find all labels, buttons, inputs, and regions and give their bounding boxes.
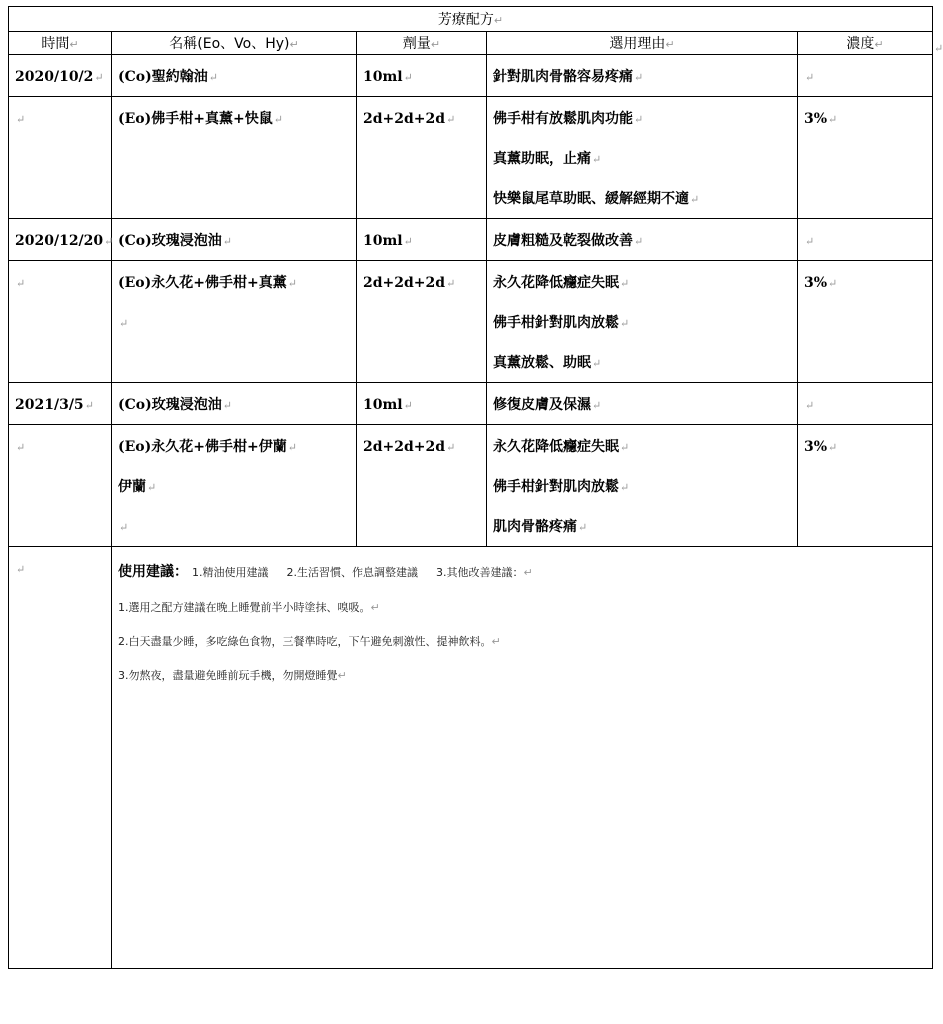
- notes-cell: [112, 547, 933, 969]
- table-row: [9, 383, 933, 425]
- concentration-cell: [798, 97, 933, 219]
- dose-cell-line: 10ml↵: [363, 233, 413, 249]
- reason-cell-line: 皮膚粗糙及乾裂做改善↵: [493, 233, 644, 249]
- concentration-cell-line: 3%↵: [804, 275, 838, 291]
- table-row: [9, 261, 933, 383]
- header-reason: 選用理由↵: [487, 32, 798, 55]
- header-time-label: 時間: [41, 36, 70, 52]
- notes-category-1: 1.精油使用建議: [192, 566, 269, 579]
- reason-cell-line: 佛手柑有放鬆肌肉功能↵: [493, 111, 644, 127]
- dose-cell: [357, 219, 487, 261]
- notes-item-3: 3.勿熬夜，盡量避免睡前玩手機，勿開燈睡覺↵: [118, 669, 347, 682]
- time-cell: [9, 55, 112, 97]
- reason-cell-line: 真薰放鬆、助眠↵: [493, 355, 602, 371]
- table-row: [9, 425, 933, 547]
- name-cell-line: (Co)玫瑰浸泡油↵: [118, 397, 232, 413]
- concentration-cell: [798, 219, 933, 261]
- time-cell-line: ↵: [16, 277, 26, 290]
- notes-category-3: 3.其他改善建議：: [436, 566, 524, 579]
- table-row: [9, 219, 933, 261]
- name-cell-line: (Eo)永久花+佛手柑+真薰↵: [118, 275, 297, 291]
- reason-cell: [487, 425, 798, 547]
- row-end-mark-icon: ↵: [934, 42, 943, 55]
- name-cell-line: ↵: [119, 521, 129, 534]
- name-cell: [112, 261, 357, 383]
- time-cell: [9, 97, 112, 219]
- time-cell-line: ↵: [16, 113, 26, 126]
- time-cell: [9, 425, 112, 547]
- reason-cell-line: 快樂鼠尾草助眠、緩解經期不適↵: [493, 191, 700, 207]
- concentration-cell-line: ↵: [805, 235, 815, 248]
- reason-cell-line: 修復皮膚及保濕↵: [493, 397, 602, 413]
- notes-item-1: 1.選用之配方建議在晚上睡覺前半小時塗抹、嗅吸。↵: [118, 601, 380, 614]
- concentration-cell-line: 3%↵: [804, 111, 838, 127]
- header-dose-label: 劑量: [402, 36, 431, 52]
- table-title: 芳療配方: [437, 12, 494, 28]
- name-cell-line: ↵: [119, 317, 129, 330]
- reason-cell-line: 肌肉骨骼疼痛↵: [493, 519, 588, 535]
- header-name-label: 名稱(Eo、Vo、Hy): [169, 36, 290, 52]
- dose-cell-line: 2d+2d+2d↵: [363, 111, 456, 127]
- dose-cell: [357, 261, 487, 383]
- concentration-cell: [798, 383, 933, 425]
- reason-cell: [487, 383, 798, 425]
- time-cell-line: 2020/10/2↵: [15, 69, 104, 85]
- reason-cell-line: 永久花降低癮症失眠↵: [493, 439, 630, 455]
- reason-cell: [487, 55, 798, 97]
- reason-cell: [487, 219, 798, 261]
- reason-cell-line: 永久花降低癮症失眠↵: [493, 275, 630, 291]
- notes-heading: 使用建議：: [118, 564, 188, 580]
- concentration-cell: [798, 261, 933, 383]
- time-cell: [9, 219, 112, 261]
- header-name: 名稱(Eo、Vo、Hy)↵: [112, 32, 357, 55]
- reason-cell: [487, 97, 798, 219]
- time-cell: [9, 383, 112, 425]
- dose-cell: [357, 97, 487, 219]
- dose-cell-line: 2d+2d+2d↵: [363, 275, 456, 291]
- time-cell-line: ↵: [16, 441, 26, 454]
- name-cell-line: (Eo)永久花+佛手柑+伊蘭↵: [118, 439, 297, 455]
- header-concentration-label: 濃度: [846, 36, 875, 52]
- header-concentration: 濃度↵: [798, 32, 933, 55]
- dose-cell: [357, 383, 487, 425]
- time-cell-line: 2020/12/20↵: [15, 233, 114, 249]
- dose-cell-line: 10ml↵: [363, 69, 413, 85]
- reason-cell: [487, 261, 798, 383]
- table-row: [9, 97, 933, 219]
- notes-item-2: 2.白天盡量少睡，多吃綠色食物，三餐準時吃，下午避免刺激性、提神飲料。↵: [118, 635, 501, 648]
- aromatherapy-table: [8, 6, 933, 969]
- table-row: [9, 55, 933, 97]
- dose-cell-line: 10ml↵: [363, 397, 413, 413]
- name-cell-line: (Co)聖約翰油↵: [118, 69, 218, 85]
- concentration-cell-line: 3%↵: [804, 439, 838, 455]
- header-dose: 劑量↵: [357, 32, 487, 55]
- name-cell-line: 伊蘭↵: [118, 479, 157, 495]
- notes-category-2: 2.生活習慣、作息調整建議: [286, 566, 418, 579]
- notes-heading-line: 使用建議： 1.精油使用建議 2.生活習慣、作息調整建議 3.其他改善建議：↵: [118, 564, 533, 580]
- name-cell: [112, 97, 357, 219]
- time-cell-line: 2021/3/5↵: [15, 397, 94, 413]
- table-title-cell: [9, 7, 933, 32]
- reason-cell-line: 針對肌肉骨骼容易疼痛↵: [493, 69, 644, 85]
- notes-row: [9, 547, 933, 969]
- name-cell-line: (Eo)佛手柑+真薰+快鼠↵: [118, 111, 283, 127]
- name-cell-line: (Co)玫瑰浸泡油↵: [118, 233, 232, 249]
- table-body: [9, 55, 933, 547]
- reason-cell-line: 佛手柑針對肌肉放鬆↵: [493, 479, 630, 495]
- header-row: [9, 32, 933, 55]
- name-cell: [112, 55, 357, 97]
- dose-cell: [357, 425, 487, 547]
- concentration-cell: [798, 55, 933, 97]
- reason-cell-line: 佛手柑針對肌肉放鬆↵: [493, 315, 630, 331]
- reason-cell-line: 真薰助眠，止痛↵: [493, 151, 602, 167]
- notes-time-cell: ↵: [9, 547, 112, 969]
- paragraph-mark-icon: ↵: [493, 14, 504, 27]
- concentration-cell-line: ↵: [805, 399, 815, 412]
- dose-cell: [357, 55, 487, 97]
- concentration-cell-line: ↵: [805, 71, 815, 84]
- header-time: 時間↵: [9, 32, 112, 55]
- concentration-cell: [798, 425, 933, 547]
- name-cell: [112, 219, 357, 261]
- header-reason-label: 選用理由: [609, 36, 666, 52]
- name-cell: [112, 383, 357, 425]
- name-cell: [112, 425, 357, 547]
- dose-cell-line: 2d+2d+2d↵: [363, 439, 456, 455]
- time-cell: [9, 261, 112, 383]
